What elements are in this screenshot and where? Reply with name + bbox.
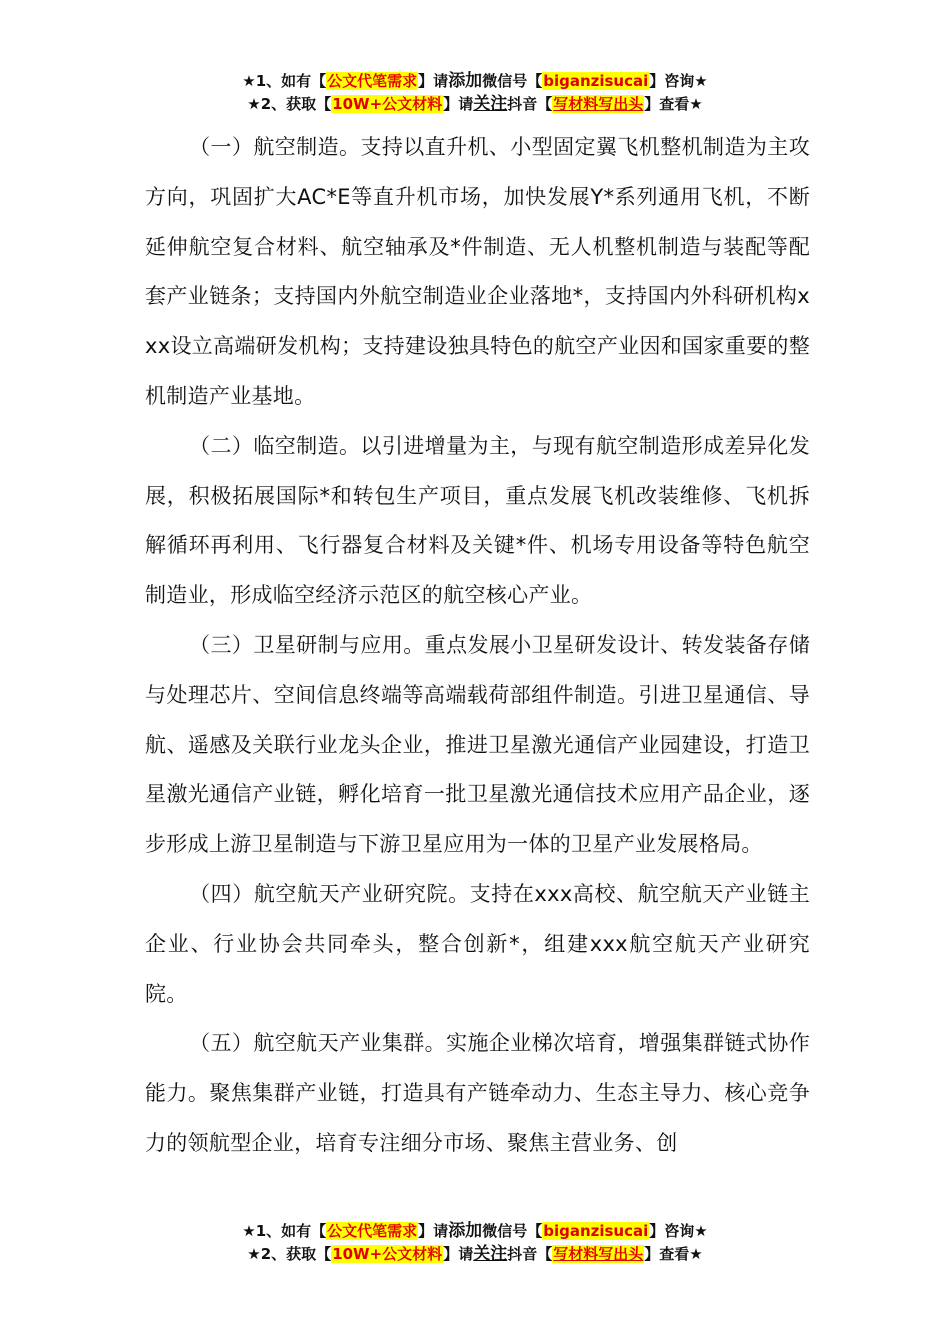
promo-line-1 <box>0 1220 950 1243</box>
promo-line-2-mid2: 抖音【 <box>507 1245 553 1263</box>
promo-line-1-mid2: 微信号【 <box>482 1222 543 1240</box>
promo-line-2-mid1: 】请 <box>443 1245 474 1263</box>
promo-highlight-service: 公文代笔需求 <box>327 1222 418 1240</box>
paragraph-industry-cluster: （五）航空航天产业集群。实施企业梯次培育，增强集群链式协作能力。聚焦集群产业链，打造具有产链牵动力、生态主导力、核心竞争力的领航型企业，培育专注细分市场、聚焦主营业务、创 <box>145 1031 810 1155</box>
promo-highlight-materials: 10W+公文材料 <box>332 1245 443 1263</box>
promo-line-2-mid2: 抖音【 <box>507 95 553 113</box>
promo-line-1-mid1: 】请 <box>418 72 449 90</box>
promo-line-2 <box>0 93 950 116</box>
paragraph-research-institute: （四）航空航天产业研究院。支持在xxx高校、航空航天产业链主企业、行业协会共同牵头，整合创新*，组建xxx航空航天产业研究院。 <box>145 881 810 1006</box>
promo-highlight-wechat-id: biganzisucai <box>543 1222 649 1240</box>
promo-line-1-mid1: 】请 <box>418 1222 449 1240</box>
document-body <box>145 123 810 1169</box>
promo-line-1 <box>0 70 950 93</box>
promo-line-2-prefix: ★2、获取【 <box>247 95 332 113</box>
paragraph-airport-manufacturing: （二）临空制造。以引进增量为主，与现有航空制造形成差异化发展，积极拓展国际*和转包生产项目，重点发展飞机改装维修、飞机拆解循环再利用、飞行器复合材料及关键*件、机场专用设备等特色航空制造业，形成临空经济示范区的航空核心产业。 <box>145 433 810 608</box>
promo-highlight-service: 公文代笔需求 <box>327 72 418 90</box>
promo-line-1-mid2: 微信号【 <box>482 72 543 90</box>
paragraph-satellite: （三）卫星研制与应用。重点发展小卫星研发设计、转发装备存储与处理芯片、空间信息终端等高端载荷部组件制造。引进卫星通信、导航、遥感及关联行业龙头企业，推进卫星激光通信产业园建设，打造卫星激光通信产业链，孵化培育一批卫星激光通信技术应用产品企业，逐步形成上游卫星制造与下游卫星应用为一体的卫星产业发展格局。 <box>145 632 810 857</box>
promo-line-2-emphasis: 关注 <box>473 1244 508 1264</box>
promo-highlight-materials: 10W+公文材料 <box>332 95 443 113</box>
promo-highlight-wechat-id: biganzisucai <box>543 72 649 90</box>
promo-line-1-suffix: 】咨询★ <box>649 1222 708 1240</box>
promo-line-2-suffix: 】查看★ <box>644 1245 703 1263</box>
promo-line-1-prefix: ★1、如有【 <box>242 72 327 90</box>
promo-line-1-suffix: 】咨询★ <box>649 72 708 90</box>
promo-line-1-emphasis: 添加 <box>448 1221 483 1241</box>
paragraph-aviation-manufacturing: （一）航空制造。支持以直升机、小型固定翼飞机整机制造为主攻方向，巩固扩大AC*E等直升机市场，加快发展Y*系列通用飞机，不断延伸航空复合材料、航空轴承及*件制造、无人机整机制造与装配等配套产业链条；支持国内外航空制造业企业落地*，支持国内外科研机构xxx设立高端研发机构；支持建设独具特色的航空产业因和国家重要的整机制造产业基地。 <box>145 135 810 408</box>
promo-line-1-prefix: ★1、如有【 <box>242 1222 327 1240</box>
promo-line-2-mid1: 】请 <box>443 95 474 113</box>
promo-line-2-suffix: 】查看★ <box>644 95 703 113</box>
promo-line-2 <box>0 1243 950 1266</box>
promo-line-2-emphasis: 关注 <box>473 94 508 114</box>
promo-highlight-douyin: 写材料写出头 <box>553 1245 644 1263</box>
promo-line-2-prefix: ★2、获取【 <box>247 1245 332 1263</box>
top-promo-banner <box>0 70 950 116</box>
bottom-promo-banner <box>0 1220 950 1266</box>
promo-line-1-emphasis: 添加 <box>448 71 483 91</box>
promo-highlight-douyin: 写材料写出头 <box>553 95 644 113</box>
